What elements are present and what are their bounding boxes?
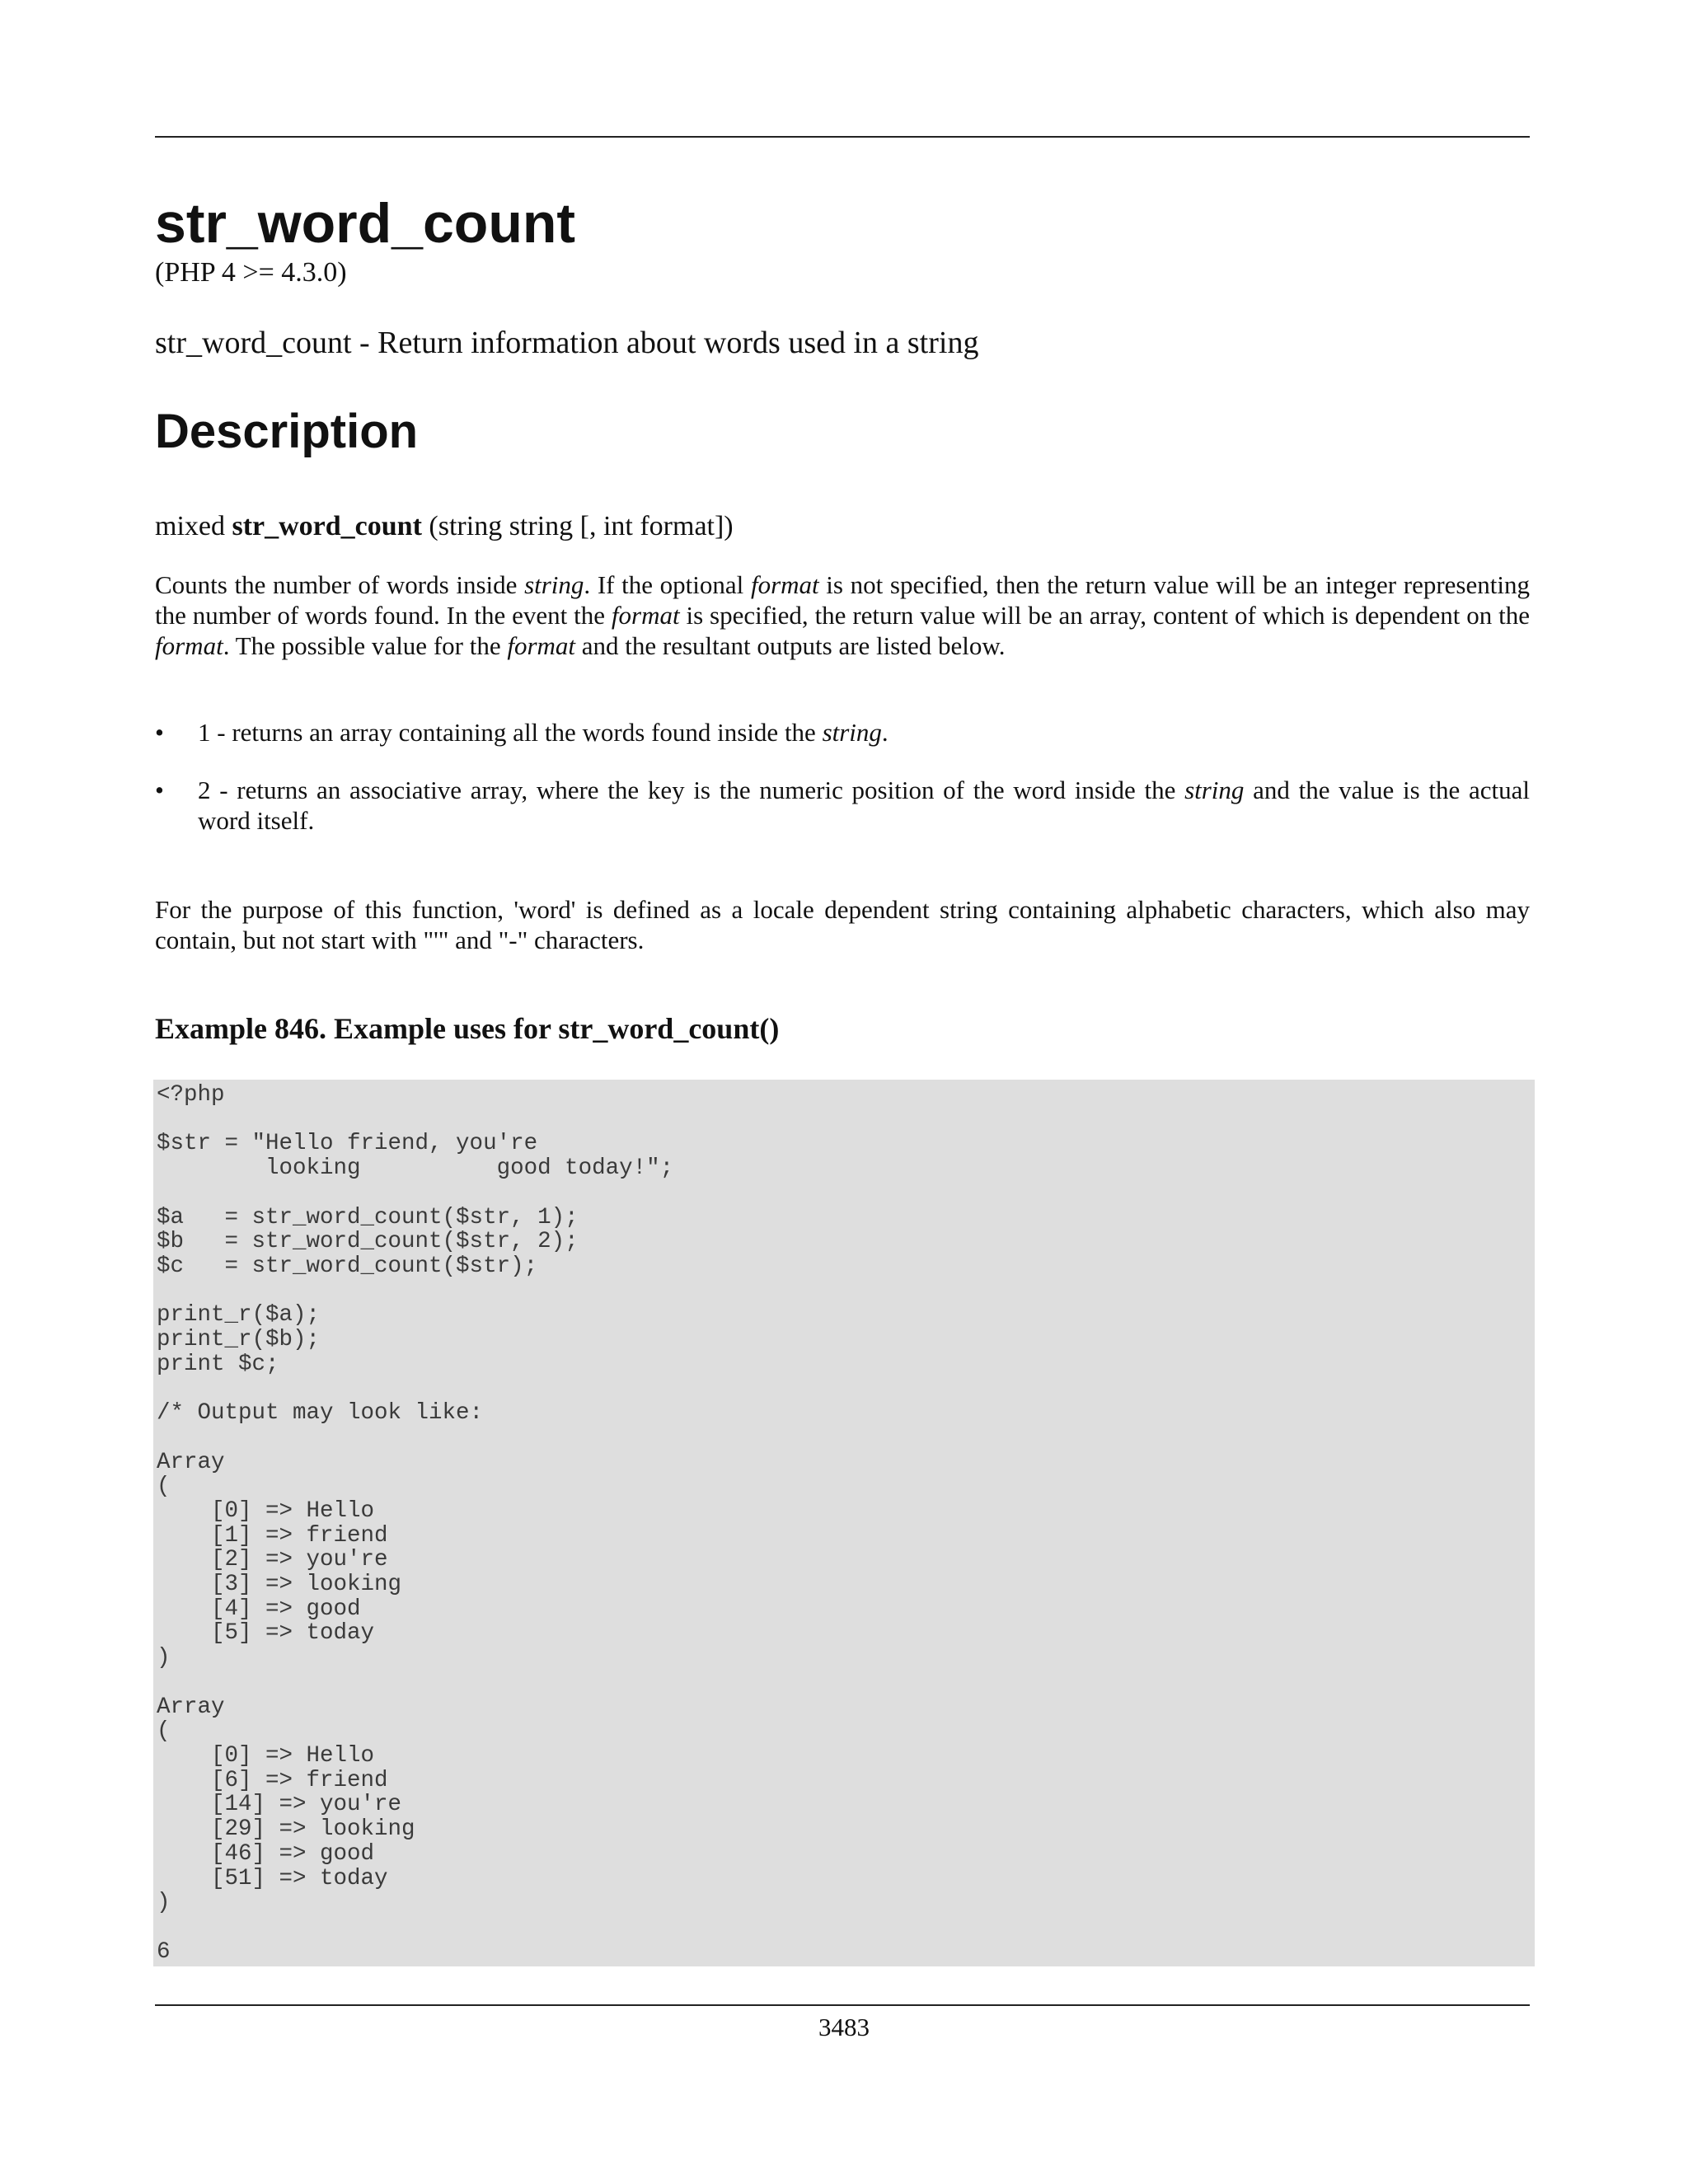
list-item-text [198, 775, 1530, 836]
text-run: and the value is the actual word itself. [198, 776, 1530, 835]
description-paragraph [155, 569, 1530, 661]
footer-rule [155, 2004, 1530, 2006]
list-item-text [198, 717, 1530, 748]
ref-purpose: str_word_count - Return information about words used in a string [155, 326, 979, 360]
param-ref: format [611, 601, 680, 630]
method-synopsis [155, 509, 734, 545]
method-params: (string string [, int format]) [429, 511, 734, 541]
code-text: <?php $str = "Hello friend, you're looking good today!"; $a = str_word_count($str, 1); $b = str_word_count($str, 2); $c = str_word_count($str); print_r($a); print_r($b); print $c; /* Output may look like: Array ( [0] => Hello [1] => friend [2] => you're [3] => looking [4] => good [5] => today ) Array ( [0] => Hello [6] => friend [14] => you're [29] => looking [46] => good [51] => today ) 6 [157, 1082, 674, 1965]
return-type: mixed [155, 511, 225, 541]
version-info: (PHP 4 >= 4.3.0) [155, 257, 347, 288]
param-ref: format [507, 631, 576, 660]
param-ref: string [822, 718, 882, 747]
header-rule [155, 136, 1530, 138]
text-run: . The possible value for the [223, 631, 508, 660]
method-name: str_word_count [232, 511, 422, 541]
page-number: 3483 [818, 2013, 870, 2041]
text-run: is specified, the return value will be an array, content of which is dependent on the [679, 601, 1530, 630]
page-title: str_word_count [155, 192, 576, 255]
bullet-icon: • [155, 718, 164, 747]
param-ref: format [750, 570, 819, 599]
text-run: is not specified, then the return value will be an integer representing the number of words found. In the event the [155, 570, 1530, 630]
text-run: 1 - returns an array containing all the words found inside the [198, 718, 823, 747]
text-run: . If the optional [584, 570, 751, 599]
example-title: Example 846. Example uses for str_word_count() [155, 1012, 780, 1045]
text-run: Counts the number of words inside [155, 570, 525, 599]
text-run: and the resultant outputs are listed below. [575, 631, 1006, 660]
param-ref: format [155, 631, 223, 660]
param-ref: string [524, 570, 584, 599]
description-heading: Description [155, 405, 419, 458]
word-definition-paragraph: For the purpose of this function, 'word' is defined as a locale dependent string containing alphabetic characters, which also may contain, but not start with "'" and "-" characters. [155, 895, 1530, 954]
code-block [153, 1080, 1535, 1966]
bullet-icon: • [155, 776, 164, 804]
text-run: . [881, 718, 889, 747]
param-ref: string [1184, 776, 1245, 804]
text-run: 2 - returns an associative array, where the key is the numeric position of the word inside the [198, 776, 1185, 804]
